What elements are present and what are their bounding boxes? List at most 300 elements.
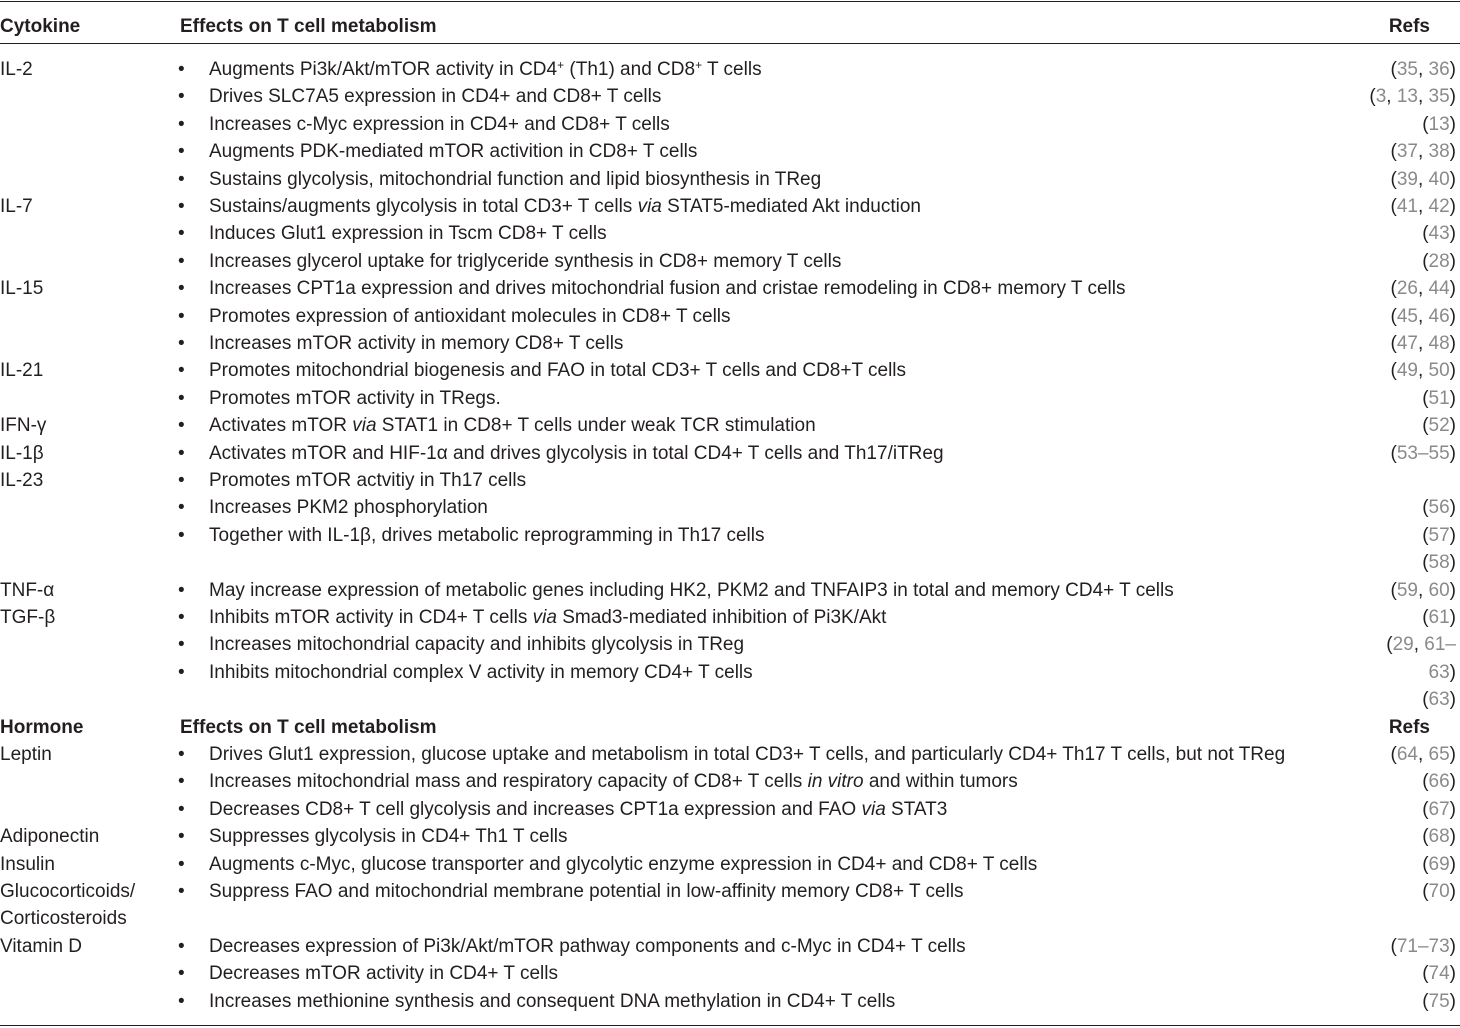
ref-number: 51	[1428, 387, 1450, 409]
ref-number: 47	[1396, 333, 1418, 354]
effect-text: Increases mTOR activity in memory CD8+ T cells	[209, 333, 624, 354]
table-row	[0, 905, 1460, 932]
effect-text: via	[637, 196, 662, 217]
ref-number: 3	[1375, 86, 1387, 108]
ref-punct: (	[1422, 113, 1429, 135]
ref-punct: )	[1449, 333, 1456, 354]
superscript: +	[695, 58, 703, 72]
effect-text: Suppress FAO and mitochondrial membrane potential in low-affinity memory CD8+ T cells	[209, 881, 964, 902]
ref-punct: ,	[1417, 305, 1429, 327]
effect-text: Increases mitochondrial mass and respiratory capacity of CD8+ T cells	[209, 771, 808, 793]
table-row	[0, 933, 1460, 960]
ref-punct: )	[1449, 744, 1456, 765]
ref-number: 67	[1428, 798, 1450, 820]
table-row	[0, 467, 1460, 494]
table-bottom-rule	[0, 1025, 1460, 1026]
effect-text: Decreases CD8+ T cell glycolysis and increases CPT1a expression and FAO	[209, 798, 862, 820]
ref-number: 26	[1396, 278, 1418, 300]
effect-text: STAT1 in CD8+ T cells under weak TCR stimulation	[376, 415, 816, 437]
ref-punct: ,	[1417, 333, 1429, 354]
category-cell: IL-21	[0, 360, 44, 382]
ref-punct: ,	[1386, 86, 1397, 108]
bullet-marker: •	[178, 579, 185, 601]
ref-punct: ,	[1417, 141, 1429, 163]
ref-punct: )	[1449, 223, 1456, 245]
effect-cell	[209, 275, 1125, 302]
ref-number: 74	[1428, 963, 1450, 985]
header-effects: Effects on T cell metabolism	[180, 716, 437, 738]
ref-number: 69	[1428, 853, 1450, 875]
ref-number: 70	[1428, 881, 1450, 902]
ref-punct: (	[1422, 607, 1429, 628]
effect-cell	[209, 851, 1037, 878]
table-header-cytokine	[0, 13, 1460, 40]
table-row	[0, 83, 1460, 110]
effect-text: Increases mitochondrial capacity and inhibits glycolysis in TReg	[209, 634, 745, 656]
ref-number: 50	[1428, 360, 1450, 382]
ref-number: 13	[1396, 86, 1418, 108]
effect-text: Activates mTOR and HIF-1α and drives glycolysis in total CD4+ T cells and Th17/iTReg	[209, 442, 944, 464]
effect-text: Drives Glut1 expression, glucose uptake and metabolism in total CD3+ T cells, and particularly CD4+ Th17 T cells, but not TReg	[209, 744, 1286, 765]
effect-text: via	[532, 607, 557, 628]
bullet-marker: •	[178, 113, 185, 135]
table-row	[0, 494, 1460, 521]
ref-number: 44	[1428, 278, 1450, 300]
ref-punct: ,	[1417, 86, 1429, 108]
effect-cell	[209, 659, 753, 686]
category-cell: IL-23	[0, 470, 44, 491]
ref-punct: )	[1449, 881, 1456, 902]
ref-number: 57	[1428, 524, 1450, 546]
table-row	[0, 659, 1460, 686]
table-row	[0, 686, 1460, 713]
bullet-marker: •	[178, 86, 185, 108]
effect-text: via	[352, 415, 377, 437]
ref-punct: (	[1390, 59, 1397, 80]
effect-text: Inhibits mTOR activity in CD4+ T cells	[209, 607, 533, 628]
ref-punct: (	[1422, 387, 1429, 409]
effect-text: and within tumors	[863, 771, 1018, 793]
ref-number: 38	[1428, 141, 1450, 163]
ref-punct: ,	[1417, 278, 1429, 300]
refs-cell	[1422, 549, 1456, 576]
refs-cell	[1422, 385, 1456, 412]
effect-text: Increases PKM2 phosphorylation	[209, 497, 488, 519]
refs-cell	[1391, 577, 1457, 604]
category-cell: IL-7	[0, 196, 33, 217]
ref-punct: ,	[1417, 168, 1429, 190]
table-row	[0, 988, 1460, 1015]
effect-cell	[209, 248, 841, 275]
ref-punct: )	[1449, 579, 1456, 601]
category-cell: TNF-α	[0, 579, 55, 601]
effect-cell	[209, 220, 607, 247]
ref-punct: )	[1449, 387, 1456, 409]
effect-cell	[209, 303, 731, 330]
ref-punct: ,	[1417, 579, 1429, 601]
ref-punct: )	[1449, 278, 1456, 300]
category-cell: Adiponectin	[0, 826, 100, 848]
bullet-marker: •	[178, 223, 185, 245]
refs-cell	[1391, 56, 1457, 83]
table-row	[0, 193, 1460, 220]
category-cell: IL-2	[0, 59, 33, 80]
ref-number: 49	[1396, 360, 1418, 382]
ref-number: 60	[1428, 579, 1450, 601]
effect-text: Sustains glycolysis, mitochondrial function and lipid biosynthesis in TReg	[209, 168, 822, 190]
effect-cell	[209, 604, 886, 631]
table-row	[0, 385, 1460, 412]
table-row	[0, 248, 1460, 275]
table-row	[0, 275, 1460, 302]
table-row	[0, 960, 1460, 987]
effect-cell	[209, 878, 964, 905]
refs-cell	[1422, 823, 1456, 850]
table-row	[0, 412, 1460, 439]
ref-number: 58	[1428, 552, 1450, 574]
ref-number: 75	[1428, 990, 1450, 1012]
refs-cell	[1391, 193, 1457, 220]
effect-cell	[209, 56, 762, 83]
refs-cell	[1391, 138, 1457, 165]
ref-punct: )	[1449, 59, 1456, 80]
ref-punct: )	[1449, 360, 1456, 382]
effect-cell	[209, 330, 623, 357]
effect-cell	[209, 768, 1018, 795]
ref-number: 63	[1428, 661, 1450, 683]
table-row	[0, 357, 1460, 384]
ref-number: 68	[1428, 826, 1450, 848]
ref-number: 37	[1396, 141, 1418, 163]
table-row	[0, 549, 1460, 576]
ref-punct: (	[1390, 305, 1397, 327]
effect-text: Augments Pi3k/Akt/mTOR activity in CD4	[209, 59, 558, 80]
effect-text: Increases CPT1a expression and drives mitochondrial fusion and cristae remodeling in CD8+ memory T cells	[209, 278, 1126, 300]
category-cell: IL-1β	[0, 442, 44, 464]
table-row	[0, 604, 1460, 631]
category-cell: IFN-γ	[0, 415, 47, 437]
ref-punct: (	[1422, 826, 1429, 848]
effect-text: Drives SLC7A5 expression in CD4+ and CD8+ T cells	[209, 86, 662, 108]
effect-text: Smad3-mediated inhibition of Pi3K/Akt	[556, 607, 887, 628]
ref-punct: )	[1449, 250, 1456, 272]
refs-cell	[1391, 330, 1457, 357]
table-row	[0, 741, 1460, 768]
ref-punct: )	[1449, 168, 1456, 190]
refs-cell	[1391, 741, 1457, 768]
refs-cell	[1391, 166, 1457, 193]
effect-text: Promotes mTOR actvitiy in Th17 cells	[209, 470, 527, 491]
header-effects: Effects on T cell metabolism	[180, 16, 437, 37]
effect-cell	[209, 796, 947, 823]
ref-punct: (	[1390, 935, 1397, 957]
ref-number: 35	[1428, 86, 1450, 108]
effect-text: Activates mTOR	[209, 415, 353, 437]
ref-punct: (	[1369, 86, 1376, 108]
ref-punct: )	[1449, 113, 1456, 135]
refs-cell	[1422, 796, 1456, 823]
ref-punct: (	[1390, 141, 1397, 163]
effect-text: Promotes expression of antioxidant molecules in CD8+ T cells	[209, 305, 731, 327]
effect-text: Augments c-Myc, glucose transporter and glycolytic enzyme expression in CD4+ and CD8+ T cells	[209, 853, 1038, 875]
table-row	[0, 631, 1460, 658]
refs-cell	[1391, 303, 1457, 330]
refs-cell	[1391, 933, 1457, 960]
bullet-marker: •	[178, 990, 185, 1012]
table-row	[0, 303, 1460, 330]
bullet-marker: •	[178, 661, 185, 683]
category-cell: Glucocorticoids/	[0, 881, 136, 902]
bullet-marker: •	[178, 250, 185, 272]
effect-text: May increase expression of metabolic genes including HK2, PKM2 and TNFAIP3 in total and memory CD4+ T cells	[209, 579, 1174, 601]
bullet-marker: •	[178, 607, 185, 628]
ref-punct: )	[1449, 524, 1456, 546]
effect-cell	[209, 988, 895, 1015]
bullet-marker: •	[178, 415, 185, 437]
category-cell: Corticosteroids	[0, 908, 127, 930]
ref-number: 61	[1428, 607, 1450, 628]
bullet-marker: •	[178, 470, 185, 491]
bullet-marker: •	[178, 168, 185, 190]
ref-punct: )	[1449, 415, 1456, 437]
refs-cell	[1422, 220, 1456, 247]
ref-number: 43	[1428, 223, 1450, 245]
effect-cell	[209, 412, 816, 439]
ref-punct: )	[1449, 196, 1456, 217]
effect-cell	[209, 193, 921, 220]
bullet-marker: •	[178, 305, 185, 327]
refs-cell	[1422, 988, 1456, 1015]
ref-punct: ,	[1417, 360, 1429, 382]
effect-text: Promotes mitochondrial biogenesis and FAO in total CD3+ T cells and CD8+T cells	[209, 360, 907, 382]
bullet-marker: •	[178, 963, 185, 985]
table-header-hormone	[0, 714, 1460, 741]
effect-text: Induces Glut1 expression in Tscm CD8+ T cells	[209, 223, 607, 245]
ref-punct: (	[1422, 524, 1429, 546]
ref-punct: ,	[1417, 196, 1429, 217]
ref-punct: )	[1449, 552, 1456, 574]
table-row	[0, 878, 1460, 905]
ref-punct: (	[1422, 963, 1429, 985]
effect-cell	[209, 357, 906, 384]
ref-punct: )	[1449, 990, 1456, 1012]
refs-cell	[1422, 412, 1456, 439]
effect-cell	[209, 522, 765, 549]
effect-cell	[209, 467, 526, 494]
effect-text: STAT5-mediated Akt induction	[661, 196, 921, 217]
bullet-marker: •	[178, 497, 185, 519]
bullet-marker: •	[178, 524, 185, 546]
effect-text: Decreases mTOR activity in CD4+ T cells	[209, 963, 558, 985]
refs-cell	[1422, 494, 1456, 521]
effect-text: STAT3	[885, 798, 948, 820]
ref-punct: )	[1449, 86, 1456, 108]
ref-number: 63	[1428, 689, 1450, 711]
bullet-marker: •	[178, 278, 185, 300]
effect-cell	[209, 960, 558, 987]
bullet-marker: •	[178, 360, 185, 382]
ref-number: 35	[1396, 59, 1418, 80]
refs-cell	[1369, 83, 1456, 110]
ref-number: 56	[1428, 497, 1450, 519]
ref-punct: (	[1422, 990, 1429, 1012]
table-row	[0, 522, 1460, 549]
ref-number: 41	[1396, 196, 1418, 217]
effect-cell	[209, 741, 1285, 768]
effect-text: (Th1) and CD8	[564, 59, 696, 80]
ref-punct: (	[1422, 250, 1429, 272]
effect-cell	[209, 166, 821, 193]
ref-punct: (	[1390, 442, 1397, 464]
table-row	[0, 796, 1460, 823]
effect-cell	[209, 933, 966, 960]
ref-punct: (	[1390, 278, 1397, 300]
effect-cell	[209, 494, 488, 521]
ref-punct: )	[1449, 963, 1456, 985]
bullet-marker: •	[178, 853, 185, 875]
ref-punct: (	[1422, 415, 1429, 437]
bullet-marker: •	[178, 744, 185, 765]
ref-punct: (	[1422, 798, 1429, 820]
ref-punct: ,	[1413, 634, 1425, 656]
ref-punct: )	[1449, 771, 1456, 793]
table-row	[0, 440, 1460, 467]
table-header-rule	[0, 43, 1460, 44]
ref-punct: )	[1449, 853, 1456, 875]
ref-punct: (	[1386, 634, 1393, 656]
refs-cell	[1422, 522, 1456, 549]
effect-text: Inhibits mitochondrial complex V activity in memory CD4+ T cells	[209, 661, 753, 683]
ref-punct: )	[1449, 689, 1456, 711]
bullet-marker: •	[178, 935, 185, 957]
effect-cell	[209, 138, 697, 165]
ref-number: 40	[1428, 168, 1450, 190]
ref-number: 45	[1396, 305, 1418, 327]
bullet-marker: •	[178, 196, 185, 217]
ref-number: 39	[1396, 168, 1418, 190]
effect-text: Suppresses glycolysis in CD4+ Th1 T cells	[209, 826, 568, 848]
ref-punct: (	[1390, 196, 1397, 217]
ref-number: 48	[1428, 333, 1450, 354]
category-cell: TGF-β	[0, 607, 56, 628]
ref-number: 29	[1392, 634, 1414, 656]
bullet-marker: •	[178, 826, 185, 848]
ref-punct: (	[1422, 881, 1429, 902]
effect-cell	[209, 83, 661, 110]
table-row	[0, 220, 1460, 247]
ref-punct: )	[1449, 141, 1456, 163]
header-category: Cytokine	[0, 16, 81, 37]
refs-cell	[1422, 111, 1456, 138]
bullet-marker: •	[178, 59, 185, 80]
table-row	[0, 111, 1460, 138]
ref-number: 61–	[1424, 634, 1456, 656]
ref-punct: )	[1449, 305, 1456, 327]
effect-text: Augments PDK-mediated mTOR activition in CD8+ T cells	[209, 141, 698, 163]
effect-text: Increases c-Myc expression in CD4+ and CD8+ T cells	[209, 113, 670, 135]
table-row	[0, 577, 1460, 604]
ref-punct: (	[1422, 689, 1429, 711]
effect-cell	[209, 111, 670, 138]
effect-cell	[209, 577, 1174, 604]
bullet-marker: •	[178, 771, 185, 793]
bullet-marker: •	[178, 141, 185, 163]
table-row	[0, 851, 1460, 878]
refs-cell	[1422, 851, 1456, 878]
refs-cell	[1386, 631, 1456, 658]
bullet-marker: •	[178, 634, 185, 656]
ref-number: 65	[1428, 744, 1450, 765]
refs-cell	[1429, 659, 1456, 686]
table-row	[0, 138, 1460, 165]
effect-cell	[209, 631, 744, 658]
ref-punct: (	[1422, 497, 1429, 519]
ref-punct: (	[1390, 168, 1397, 190]
ref-number: 66	[1428, 771, 1450, 793]
ref-punct: )	[1449, 661, 1456, 683]
refs-cell	[1391, 440, 1457, 467]
effect-text: Increases glycerol uptake for triglyceride synthesis in CD8+ memory T cells	[209, 250, 842, 272]
superscript: +	[557, 58, 565, 72]
ref-number: 53–55	[1396, 442, 1450, 464]
ref-punct: ,	[1417, 59, 1429, 80]
ref-punct: )	[1449, 935, 1456, 957]
effect-text: in vitro	[807, 771, 864, 793]
ref-number: 28	[1428, 250, 1450, 272]
bullet-marker: •	[178, 881, 185, 902]
effect-cell	[209, 823, 568, 850]
header-refs: Refs	[1388, 16, 1430, 37]
ref-punct: (	[1422, 552, 1429, 574]
ref-punct: )	[1449, 442, 1456, 464]
effect-cell	[209, 385, 501, 412]
ref-punct: )	[1449, 798, 1456, 820]
category-cell: Vitamin D	[0, 935, 83, 957]
bullet-marker: •	[178, 442, 185, 464]
table-row	[0, 56, 1460, 83]
ref-punct: (	[1422, 771, 1429, 793]
ref-punct: (	[1390, 333, 1397, 354]
ref-punct: )	[1449, 826, 1456, 848]
ref-number: 52	[1428, 415, 1450, 437]
bullet-marker: •	[178, 387, 185, 409]
effect-text: Decreases expression of Pi3k/Akt/mTOR pathway components and c-Myc in CD4+ T cells	[209, 935, 966, 957]
ref-punct: (	[1390, 744, 1397, 765]
table-row	[0, 166, 1460, 193]
bullet-marker: •	[178, 333, 185, 354]
refs-cell	[1391, 275, 1457, 302]
refs-cell	[1422, 878, 1456, 905]
ref-number: 36	[1428, 59, 1450, 80]
ref-punct: (	[1422, 223, 1429, 245]
ref-number: 64	[1396, 744, 1418, 765]
category-cell: IL-15	[0, 278, 44, 300]
category-cell: Leptin	[0, 744, 52, 765]
refs-cell	[1422, 768, 1456, 795]
ref-number: 59	[1396, 579, 1418, 601]
effect-text: T cells	[702, 59, 762, 80]
category-cell: Insulin	[0, 853, 55, 875]
ref-number: 46	[1428, 305, 1450, 327]
effect-text: Together with IL-1β, drives metabolic reprogramming in Th17 cells	[209, 524, 765, 546]
refs-cell	[1422, 604, 1456, 631]
effect-text: via	[861, 798, 886, 820]
refs-cell	[1422, 960, 1456, 987]
bullet-marker: •	[178, 798, 185, 820]
table-row	[0, 768, 1460, 795]
refs-cell	[1391, 357, 1457, 384]
refs-cell	[1422, 686, 1456, 713]
